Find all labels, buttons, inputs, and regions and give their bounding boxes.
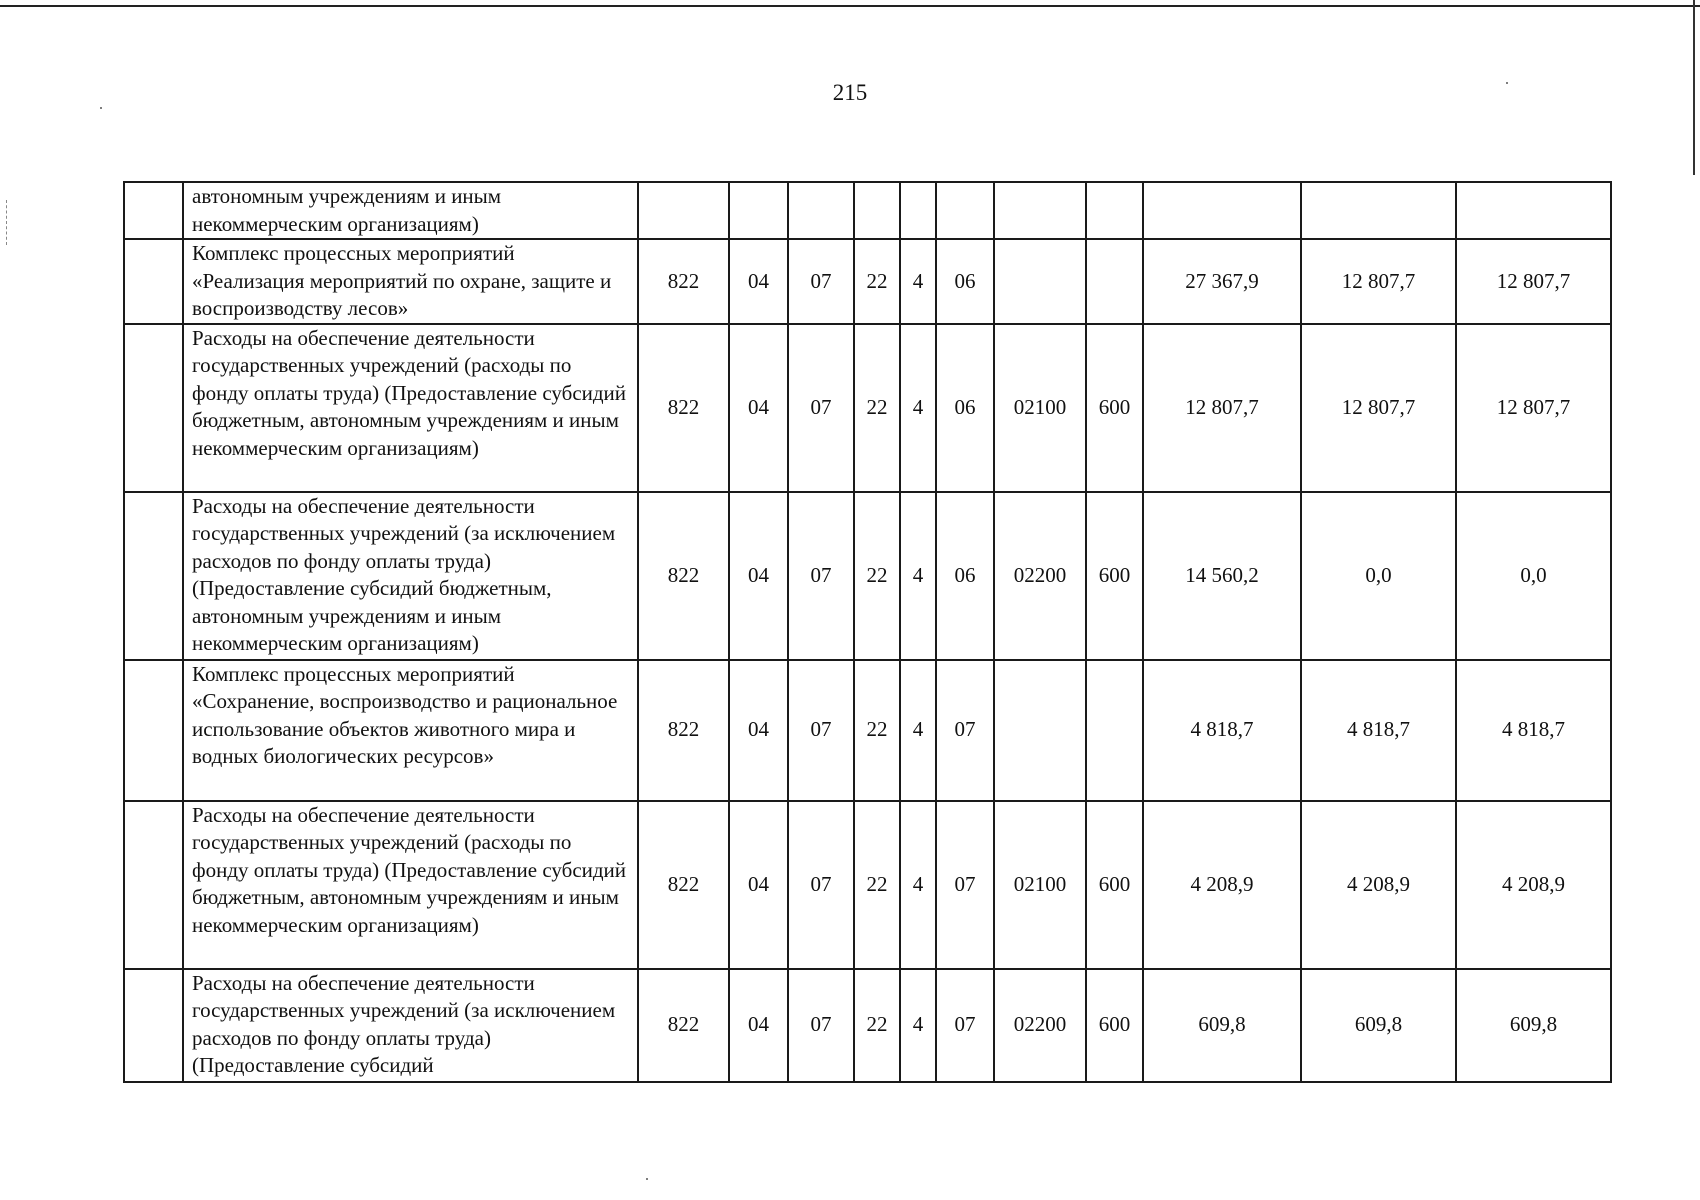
admin-code-cell: 822: [638, 660, 729, 801]
subprogram-code-cell: 4: [900, 801, 936, 969]
section-code-cell: 04: [729, 801, 788, 969]
subsection-code-cell: 07: [788, 324, 854, 492]
budget-table: [123, 181, 1612, 1083]
complex-code-cell: 07: [936, 660, 994, 801]
section-code-cell: 04: [729, 324, 788, 492]
subprogram-code-cell: [900, 182, 936, 239]
subsection-code-cell: 07: [788, 239, 854, 324]
amount-year-2-cell: [1301, 182, 1456, 239]
program-code-cell: 22: [854, 492, 900, 660]
program-code-cell: 22: [854, 324, 900, 492]
right-border-line: [1693, 0, 1695, 175]
row-number-cell: [124, 492, 183, 660]
expense-name-cell: Расходы на обеспечение деятельности государственных учреждений (расходы по фонду оплаты труда) (Предоставление субсидий бюджетным, автономным учреждениям и иным некоммерческим организациям): [183, 324, 638, 492]
complex-code-cell: 06: [936, 492, 994, 660]
scan-artifact: [6, 200, 8, 245]
subprogram-code-cell: 4: [900, 239, 936, 324]
table-row: [124, 182, 1611, 239]
scan-speck: [646, 1178, 648, 1180]
section-code-cell: 04: [729, 660, 788, 801]
table-row: [124, 239, 1611, 324]
row-number-cell: [124, 324, 183, 492]
amount-year-1-cell: 14 560,2: [1143, 492, 1301, 660]
section-code-cell: 04: [729, 239, 788, 324]
direction-code-cell: 02200: [994, 492, 1086, 660]
expense-type-cell: 600: [1086, 969, 1143, 1082]
expense-type-cell: [1086, 239, 1143, 324]
admin-code-cell: 822: [638, 239, 729, 324]
complex-code-cell: 07: [936, 969, 994, 1082]
expense-name-cell: автономным учреждениям и иным некоммерческим организациям): [183, 182, 638, 239]
subsection-code-cell: 07: [788, 492, 854, 660]
admin-code-cell: 822: [638, 324, 729, 492]
program-code-cell: 22: [854, 660, 900, 801]
expense-name-cell: Комплекс процессных мероприятий «Реализация мероприятий по охране, защите и воспроизводству лесов»: [183, 239, 638, 324]
direction-code-cell: [994, 239, 1086, 324]
admin-code-cell: 822: [638, 801, 729, 969]
section-code-cell: 04: [729, 969, 788, 1082]
table-row: [124, 660, 1611, 801]
section-code-cell: [729, 182, 788, 239]
amount-year-3-cell: [1456, 182, 1611, 239]
amount-year-1-cell: 4 208,9: [1143, 801, 1301, 969]
expense-name-cell: Расходы на обеспечение деятельности государственных учреждений (за исключением расходов по фонду оплаты труда) (Предоставление субсидий бюджетным, автономным учреждениям и иным некоммерческим организациям): [183, 492, 638, 660]
complex-code-cell: 06: [936, 324, 994, 492]
row-number-cell: [124, 182, 183, 239]
row-number-cell: [124, 969, 183, 1082]
direction-code-cell: 02100: [994, 801, 1086, 969]
row-number-cell: [124, 801, 183, 969]
table-row: [124, 492, 1611, 660]
amount-year-1-cell: 609,8: [1143, 969, 1301, 1082]
amount-year-1-cell: 12 807,7: [1143, 324, 1301, 492]
amount-year-3-cell: 609,8: [1456, 969, 1611, 1082]
amount-year-1-cell: [1143, 182, 1301, 239]
subsection-code-cell: 07: [788, 801, 854, 969]
amount-year-2-cell: 0,0: [1301, 492, 1456, 660]
program-code-cell: 22: [854, 239, 900, 324]
expense-type-cell: 600: [1086, 324, 1143, 492]
complex-code-cell: 06: [936, 239, 994, 324]
subprogram-code-cell: 4: [900, 660, 936, 801]
complex-code-cell: 07: [936, 801, 994, 969]
subsection-code-cell: 07: [788, 660, 854, 801]
program-code-cell: [854, 182, 900, 239]
row-number-cell: [124, 660, 183, 801]
amount-year-3-cell: 4 208,9: [1456, 801, 1611, 969]
subprogram-code-cell: 4: [900, 324, 936, 492]
subsection-code-cell: [788, 182, 854, 239]
row-number-cell: [124, 239, 183, 324]
expense-type-cell: 600: [1086, 801, 1143, 969]
admin-code-cell: 822: [638, 969, 729, 1082]
amount-year-2-cell: 4 818,7: [1301, 660, 1456, 801]
direction-code-cell: 02100: [994, 324, 1086, 492]
page-number: 215: [832, 80, 868, 105]
amount-year-3-cell: 12 807,7: [1456, 324, 1611, 492]
program-code-cell: 22: [854, 801, 900, 969]
top-border-line: [0, 5, 1700, 7]
amount-year-3-cell: 4 818,7: [1456, 660, 1611, 801]
complex-code-cell: [936, 182, 994, 239]
expense-type-cell: [1086, 660, 1143, 801]
subprogram-code-cell: 4: [900, 492, 936, 660]
program-code-cell: 22: [854, 969, 900, 1082]
amount-year-3-cell: 0,0: [1456, 492, 1611, 660]
direction-code-cell: [994, 182, 1086, 239]
admin-code-cell: 822: [638, 492, 729, 660]
amount-year-2-cell: 12 807,7: [1301, 324, 1456, 492]
subsection-code-cell: 07: [788, 969, 854, 1082]
expense-name-cell: Расходы на обеспечение деятельности государственных учреждений (расходы по фонду оплаты труда) (Предоставление субсидий бюджетным, автономным учреждениям и иным некоммерческим организациям): [183, 801, 638, 969]
subprogram-code-cell: 4: [900, 969, 936, 1082]
amount-year-2-cell: 609,8: [1301, 969, 1456, 1082]
direction-code-cell: 02200: [994, 969, 1086, 1082]
amount-year-3-cell: 12 807,7: [1456, 239, 1611, 324]
amount-year-1-cell: 4 818,7: [1143, 660, 1301, 801]
table-row: [124, 969, 1611, 1082]
table-row: [124, 324, 1611, 492]
amount-year-1-cell: 27 367,9: [1143, 239, 1301, 324]
expense-type-cell: [1086, 182, 1143, 239]
expense-name-cell: Комплекс процессных мероприятий «Сохранение, воспроизводство и рациональное использование объектов животного мира и водных биологических ресурсов»: [183, 660, 638, 801]
table-row: [124, 801, 1611, 969]
amount-year-2-cell: 4 208,9: [1301, 801, 1456, 969]
scan-speck: [1506, 82, 1508, 84]
direction-code-cell: [994, 660, 1086, 801]
admin-code-cell: [638, 182, 729, 239]
expense-name-cell: Расходы на обеспечение деятельности государственных учреждений (за исключением расходов по фонду оплаты труда) (Предоставление субсидий: [183, 969, 638, 1082]
scan-speck: [100, 107, 102, 109]
expense-type-cell: 600: [1086, 492, 1143, 660]
amount-year-2-cell: 12 807,7: [1301, 239, 1456, 324]
section-code-cell: 04: [729, 492, 788, 660]
